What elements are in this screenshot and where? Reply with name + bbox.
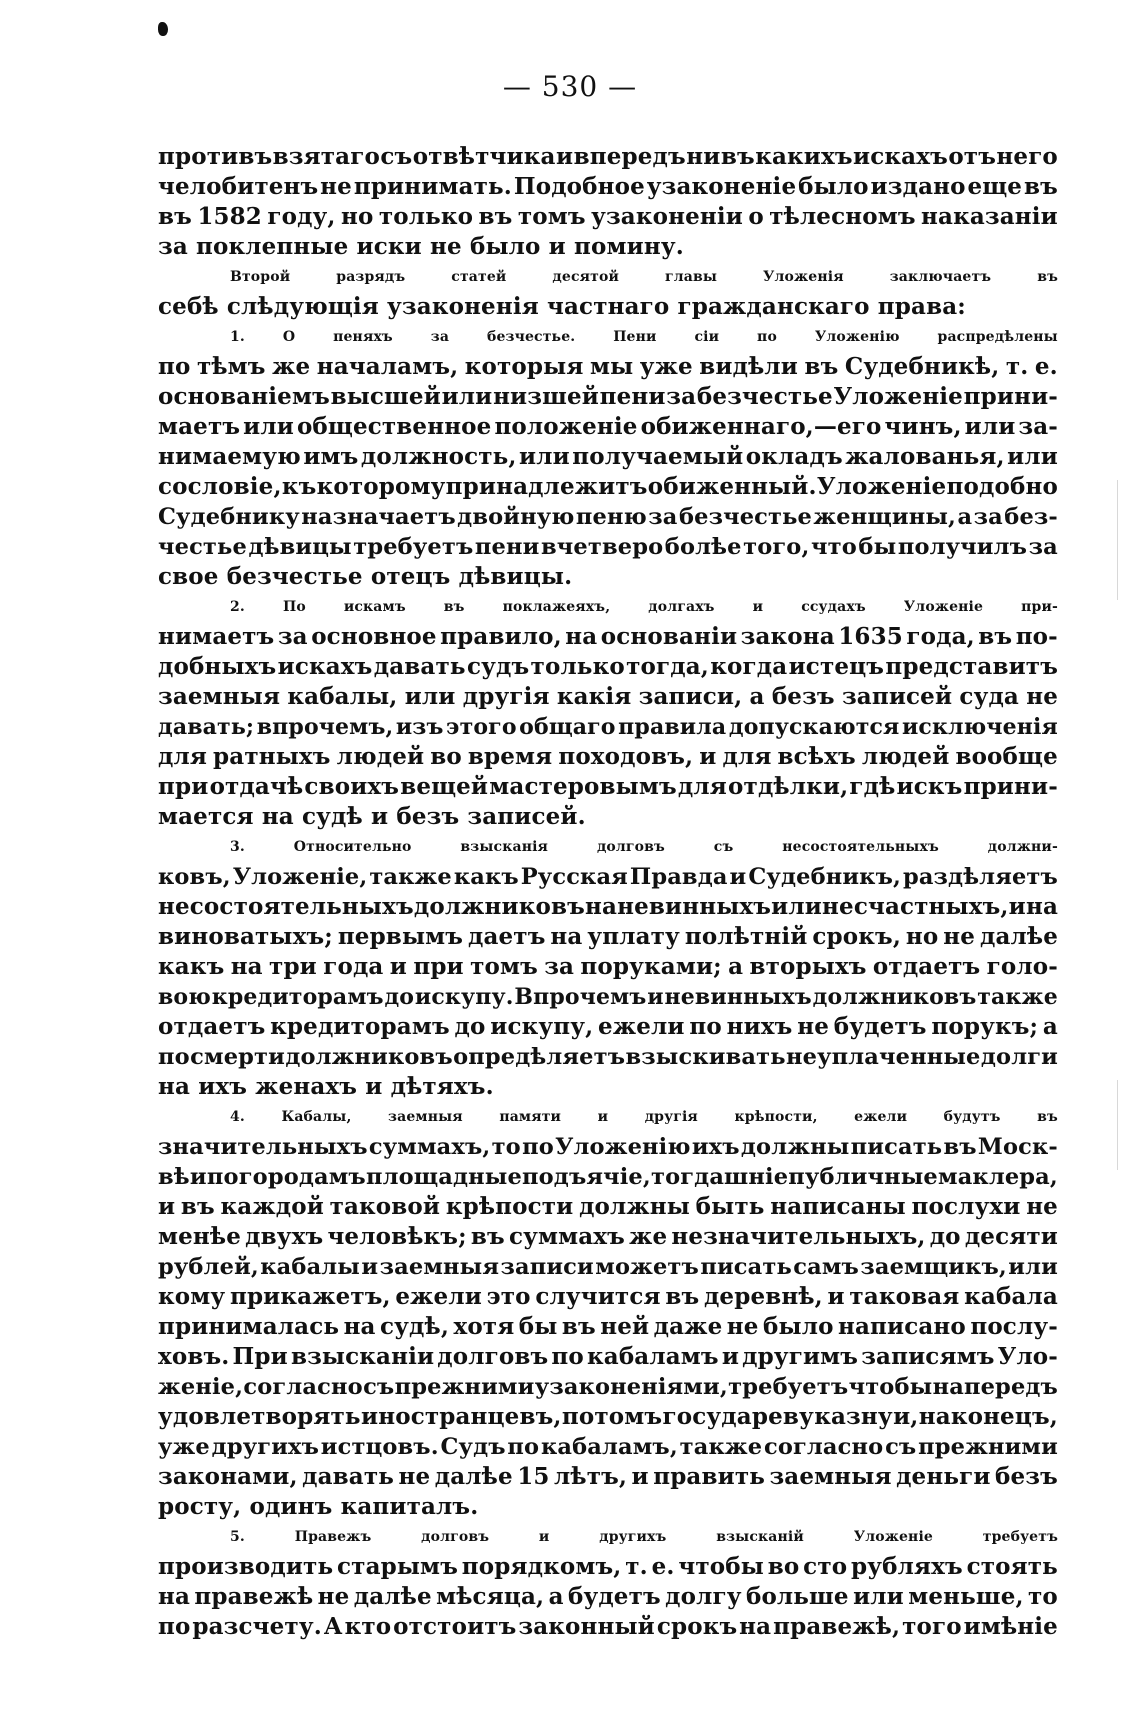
text-line: росту, одинъ капиталъ. [158, 1493, 479, 1520]
text-line: честье дѣвицы требуетъ пени вчетверо болѣе того, что бы получилъ за [158, 534, 1058, 560]
text-line: Второй разрядъ статей десятой главы Уложенія заключаетъ въ [230, 269, 1058, 285]
text-line: какъ на три года и при томъ за поруками; а вторыхъ отдаетъ голо- [158, 953, 1058, 980]
text-line: нимаетъ за основное правило, на основаніи закона 1635 года, въ по- [158, 623, 1058, 650]
text-line: по разсчету. А кто отстоитъ законный срокъ на правежѣ, того имѣніе [158, 1613, 1058, 1640]
text-line: ховъ. При взысканіи долговъ по кабаламъ и другимъ записямъ Уло- [158, 1343, 1058, 1370]
text-line: принималась на судѣ, хотя бы въ ней даже не было написано послу- [158, 1313, 1058, 1340]
text-line: давать; впрочемъ, изъ этого общаго правила допускаются исключенія [158, 714, 1058, 740]
text-line: добныхъ искахъ давать судъ только тогда, когда истецъ представитъ [158, 653, 1058, 680]
text-line: въ 1582 году, но только въ томъ узаконеніи о тѣлесномъ наказаніи [158, 203, 1058, 230]
text-line: отдаетъ кредиторамъ до искупу, ежели по нихъ не будетъ порукъ; а [158, 1013, 1058, 1040]
text-line: вою кредиторамъ до искупу. Впрочемъ и невинныхъ должниковъ также [158, 984, 1058, 1010]
text-line: 4. Кабалы, заемныя памяти и другія крѣпости, ежели будутъ въ [230, 1109, 1058, 1125]
text-line: противъ взятаго съ отвѣтчика и впередъ ни въ какихъ искахъ отъ него [158, 143, 1058, 170]
ink-blot-mark [158, 22, 168, 36]
text-line: и въ каждой таковой крѣпости должны быть написаны послухи не [158, 1193, 1058, 1220]
text-line: производить старымъ порядкомъ, т. е. чтобы во сто рубляхъ стоять [158, 1553, 1058, 1580]
text-line: 2. По искамъ въ поклажеяхъ, долгахъ и ссудахъ Уложеніе при- [230, 599, 1058, 615]
text-line: кому прикажетъ, ежели это случится въ деревнѣ, и таковая кабала [158, 1283, 1058, 1310]
text-line: по тѣмъ же началамъ, которыя мы уже видѣли въ Судебникѣ, т. е. [158, 353, 1058, 380]
text-line: уже другихъ истцовъ. Судъ по кабаламъ, также согласно съ прежними [158, 1434, 1058, 1460]
text-line: несостоятельныхъ должниковъ на невинныхъ или несчастныхъ, и на [158, 893, 1058, 920]
text-line: виноватыхъ; первымъ даетъ на уплату полѣтній срокъ, но не далѣе [158, 923, 1058, 950]
text-line: Судебнику назначаетъ двойную пеню за безчестье женщины, а за без- [158, 504, 1058, 530]
text-line: нимаемую имъ должность, или получаемый окладъ жалованья, или [158, 443, 1058, 470]
text-line: женіе, согласно съ прежними узаконеніями, требуетъ чтобы напередъ [158, 1374, 1058, 1400]
text-line: заемныя кабалы, или другія какія записи, а безъ записей суда не [158, 683, 1058, 710]
text-line: мается на судѣ и безъ записей. [158, 803, 586, 830]
text-line: сословіе, къ которому принадлежитъ обиженный. Уложеніе подобно [158, 473, 1058, 500]
text-line: законами, давать не далѣе 15 лѣтъ, и править заемныя деньги безъ [158, 1463, 1058, 1490]
body-text [158, 142, 1058, 1642]
text-line: основаніемъ высшей или низшей пени за безчестье Уложеніе прини- [158, 383, 1058, 410]
text-line: по смерти должниковъ опредѣляетъ взыскивать неуплаченные долги [158, 1044, 1058, 1070]
text-line: на правежѣ не далѣе мѣсяца, а будетъ долгу больше или меньше, то [158, 1583, 1058, 1610]
text-line: менѣе двухъ человѣкъ; въ суммахъ же незначительныхъ, до десяти [158, 1223, 1058, 1250]
text-line: значительныхъ суммахъ, то по Уложенію ихъ должны писать въ Моск- [158, 1134, 1058, 1160]
text-line: 5. Правежъ долговъ и другихъ взысканій Уложеніе требуетъ [230, 1529, 1058, 1545]
text-line: свое безчестье отецъ дѣвицы. [158, 563, 573, 590]
text-line: себѣ слѣдующія узаконенія частнаго гражданскаго права: [158, 293, 966, 320]
text-line: рублей, кабалы и заемныя записи можетъ писать самъ заемщикъ, или [158, 1254, 1058, 1280]
text-line: вѣ и по городамъ площадные подъячіе, тогдашніе публичные маклера, [158, 1164, 1058, 1190]
text-line: маетъ или общественное положеніе обиженнаго,—его чинъ, или за- [158, 413, 1058, 440]
text-line: челобитенъ не принимать. Подобное узаконеніе было издано еще въ [158, 173, 1058, 200]
text-line: ковъ, Уложеніе, также какъ Русская Правда и Судебникъ, раздѣляетъ [158, 864, 1058, 890]
text-line: 1. О пеняхъ за безчестье. Пени сіи по Уложенію распредѣлены [230, 329, 1058, 345]
text-line: при отдачѣ своихъ вещей мастеровымъ для отдѣлки, гдѣ искъ прини- [158, 773, 1058, 800]
scan-edge-line [1117, 1080, 1118, 1170]
text-line: 3. Относительно взысканія долговъ съ несостоятельныхъ должни- [230, 839, 1058, 855]
text-line: для ратныхъ людей во время походовъ, и для всѣхъ людей вообще [158, 743, 1058, 770]
page-number: — 530 — [502, 70, 638, 103]
text-line: на ихъ женахъ и дѣтяхъ. [158, 1073, 494, 1100]
scan-edge-line [1117, 480, 1118, 600]
text-line: за поклепные иски не было и помину. [158, 233, 684, 260]
text-line: удовлетворять иностранцевъ, потомъ государеву казну и, наконецъ, [158, 1403, 1058, 1430]
